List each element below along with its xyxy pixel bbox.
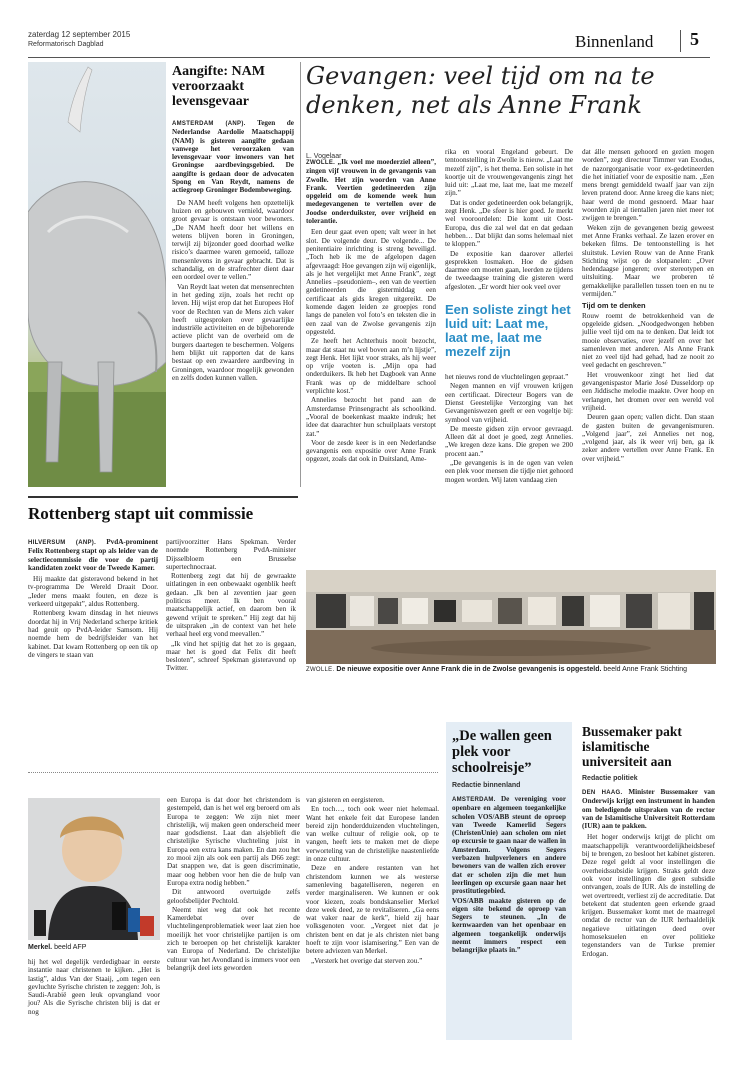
rottenberg-paragraph: Hij maakte dat gisteravond bekend in het tv-programma De Wereld Draait Door. „Ieder mens maakt fouten, en deze is verkeerd uitgepakt”, aldus Rottenberg.	[28, 575, 158, 609]
rottenberg-col-1	[28, 538, 158, 660]
merkel-paragraph: van gisteren en eergisteren.	[306, 796, 385, 804]
anne-frank-paragraph: dat álle mensen gehoord en gezien mogen worden”, zegt directeur Timmer van Exodus, de nazorgorganisatie voor ex-gedetineerden die het initiatief voor de expositie nam. „Een mens brengt gemiddeld twaalf jaar van zijn leven pratend door. Anne kreeg die kans niet; haar werd de mond gesnoerd. Maar haar woorden zijn al tientallen jaren niet meer tot zwijgen te brengen.”	[582, 148, 714, 223]
wallen-dateline: AMSTERDAM.	[452, 797, 496, 803]
issue-date: zaterdag 12 september 2015	[28, 30, 131, 39]
merkel-image	[28, 798, 160, 940]
exhibition-caption	[306, 666, 718, 673]
merkel-paragraph: Dit antwoord overtuigde zelfs geloofsbelijder Pechtold.	[167, 888, 300, 905]
anne-frank-paragraph: Weken zijn de gevangenen bezig geweest met Anne Franks verhaal. Ze lazen erover en bekeken films. De tentoonstelling is het sluitstuk. Levien Rouw van de Anne Frank Stichting wijst op de slotpanelen: „Over hedendaagse jongeren; over stereotypen en uitsluiting. Maar we proberen té gemakkelijke parallellen tussen toen en nu te vermijden.”	[582, 223, 714, 299]
wallen-lead: De vereniging voor openbare en algemeen toegankelijke scholen VOS/ABB steunt de oproep van Tweede Kamerlid Segers (ChristenUnie) aan scholen om niet op excursie te gaan naar de wallen in Amsterdam. Volgens Segers verbazen hulpverleners en andere bewoners van de wallen zich erover dat er scholen zijn die met hun leerlingen op excursie gaan naar het prostitutiegebied.	[452, 795, 567, 896]
anne-frank-col-3	[582, 148, 714, 464]
header-divider	[680, 30, 681, 52]
anne-frank-paragraph: Voor de zesde keer is in een Nederlandse gevangenis een expositie over Anne Frank opgezet, zoals dat ook in Duitsland, Ame-	[306, 438, 436, 464]
nam-paragraph: De NAM heeft volgens hen opzettelijk huizen en gebouwen vernield, waardoor groot gevaar is ontstaan voor bewoners. „De NAM heeft door het willens en wetens blijven boren in Groningen, terwijl zij bijzonder goed doorhad welke risico’s daarmee waren gemoeid, talloze mensenlevens in gevaar gebracht. Dat is schandalig, en de strafrechter dient daar een oordeel over te vellen.”	[172, 198, 294, 282]
anne-frank-paragraph: het nieuws rond de vluchtelingen gepraat.”	[445, 373, 569, 382]
merkel-col-1	[28, 958, 160, 1017]
merkel-caption-credit: beeld AFP	[54, 944, 87, 951]
anne-frank-subhead: Tijd om te denken	[582, 301, 646, 311]
anne-frank-col-2	[445, 148, 573, 485]
wallen-box	[446, 722, 572, 1040]
nam-paragraph: Van Reydt laat weten dat mensenrechten in het geding zijn, zoals het recht op leven. Hij wijst erop dat het Europees Hof voor de Rechten van de Mens zich vaker heeft uitgesproken over gevaarlijke industriële activiteiten en de bijbehorende actieve plicht van de overheid om de burgers daartegen te beschermen. Volgens hem blijkt uit rapporten dat de kans bestaat op een zwaardere aardbeving in Groningen, waardoor mogelijk gewonden en zelfs doden kunnen vallen.	[172, 282, 294, 382]
bussemaker-dateline: DEN HAAG.	[582, 790, 623, 796]
merkel-paragraph: hij het wel degelijk verdedigbaar in eerste instantie naar christenen te kijken. „Het is lastig”, aldus Van der Staaij, „om tegen een gevluchte Syrische christen te zeggen: Joh, is Saudi-Arabië geen leuk opvangland voor jou? Als die Syrische christen blij is dat er nog	[28, 958, 160, 1016]
nam-lead: Tegen de Nederlandse Aardolie Maatschappij (NAM) is gisteren aangifte gedaan vanwege het veroorzaken van levensgevaar voor inwoners van het Groningse aardbevingsgebied. De aangifte is gedaan door de advocaten Spong en Van Reydt, namens de actiegroep Groninger Bodembeweging.	[172, 119, 294, 195]
anne-frank-headline: Gevangen: veel tijd om na te denken, net als Anne Frank	[306, 62, 655, 119]
merkel-caption	[28, 944, 86, 951]
nam-body	[172, 119, 294, 382]
bussemaker-article	[582, 724, 715, 959]
rottenberg-headline: Rottenberg stapt uit commissie	[28, 504, 254, 523]
rottenberg-lead: PvdA-prominent Felix Rottenberg stapt op als leider van de selectiecommissie die voor de partij kandidaten zoekt voor de Tweede Kamer.	[28, 538, 159, 572]
byline-author: L. Vogelaar	[306, 153, 342, 160]
caption-city: ZWOLLE.	[306, 667, 335, 673]
bussemaker-lead: Minister Bussemaker van Onderwijs krijgt een instrument in handen om beledigende uitspraken van de rector van de Islamitische Universiteit Rotterdam (IUR) aan te pakken.	[582, 788, 716, 831]
anne-frank-paragraph: De expositie kan daarover allerlei gesprekken losmaken. Hoe de gidsen daarmee om moeten gaan, leerden ze tijdens de tweedaagse training die gisteren werd afgesloten. „Er wordt hier ook veel over	[445, 249, 573, 291]
anne-frank-paragraph: Annelies bezocht het pand aan de Amsterdamse Prinsengracht als schoolkind. „Vooral de boekenkast maakte indruk; het idee dat daarachter hun schuilplaats verstopt zat.”	[306, 396, 436, 438]
pull-quote: Een soliste zingt het luid uit: Laat me, laat me, laat me mezelf zijn	[445, 302, 571, 360]
anne-frank-paragraph: Ze heeft het Achterhuis nooit bezocht, maar dat staat nu wel boven aan m’n lijstje”, zegt Henk. Het lijkt voor straks, als hij weer op vrije voeten is. „Mijn opa had onderduikers. Ik heb het Dagboek van Anne Frank was op de middelbare school verplichte kost.”	[306, 337, 436, 396]
caption-text: De nieuwe expositie over Anne Frank die in de Zwolse gevangenis is opgesteld.	[336, 666, 602, 673]
anne-frank-dateline: ZWOLLE.	[306, 160, 336, 166]
anne-frank-paragraph: rika en vooral Engeland gebeurt. De tentoonstelling in Zwolle is nieuw. „Laat me mezelf zijn”, is het thema. Een soliste in het koortje uit de vrouwengevangenis zingt het luid uit: „Laat me, laat me, laat me mezelf zijn.”	[445, 148, 573, 198]
anne-frank-paragraph: Een deur gaat even open; valt weer in het slot. De volgende deur. De volgende... De penitentiaire inrichting is streng beveiligd. „Toch heb ik me de afgelopen dagen afgevraagd: Hoe gevangen zijn wij eigenlijk, als je het vergelijkt met Anne Frank”, zegt Annelies –pseudoniem–, een van de veertien gedetineerden die gistermiddag een certificaat als gids kregen uitgereikt. De komende dagen leiden ze groepjes rond langs de panelen vol foto’s en teksten die in een zaal van de Zwolse gevangenis zijn opgesteld.	[306, 228, 436, 336]
section-name: Binnenland	[575, 32, 654, 51]
anne-frank-paragraph: De meeste gidsen zijn ervoor gevraagd. Alleen dát al doet je goed, zegt Annelies. „We kregen deze kans. Die grepen we 200 procent aan.”	[445, 424, 573, 458]
anne-frank-lead: „Ik voel me moederziel alleen”, zingen vijf vrouwen in de gevangenis van Zwolle. Het zijn woorden van Anne Frank. Veertien gedetineerden zijn opgeleid om de komende week hun medegevangenen te vertellen over de Joodse onderduikster, over vrijheid en tolerantie.	[306, 158, 437, 226]
anne-frank-paragraph: „De gevangenis is in de ogen van velen een plek voor mensen die tijdje niet gehoord mogen worden. Wij laten vandaag zien	[445, 459, 573, 484]
sculpture-photo	[28, 62, 166, 487]
exhibition-photo	[306, 570, 716, 664]
wallen-body	[452, 795, 566, 955]
merkel-paragraph: een Europa is dat door het christendom is gestempeld, dan is het wel erg beroerd om als Europa te zeggen: We zijn niet meer christelijk, wij maken geen onderscheid meer naar godsdienst. Laat dan alsjeblieft die christelijke Syrische vluchteling juist in Europa een extra kans maken. En dan zou het zo mooi zijn als ook een partij als D66 zegt: Dat snappen we, dat is geen discriminatie, maar oog hebben voor hen die de hulp van Europa extra nodig hebben.”	[167, 796, 300, 887]
merkel-paragraph: Deze en andere restanten van het christendom kunnen we als westerse samenleving bagatelliseren, negeren en verder marginaliseren. We kunnen er ook voor kiezen, zoals bondskanselier Merkel deze week deed, ze te revitaliseren. „Ga eens wat vaker naar de kerk”, hield zij haar volksgenoten voor. „Vergeet niet dat je christen bent en dat je als christen niet bang hoeft te zijn voor islamisering.” Een van de betere adviezen van Merkel.	[306, 864, 439, 956]
merkel-col-2	[167, 796, 300, 973]
rottenberg-paragraph: partijvoorzitter Hans Spekman. Verder noemde Rottenberg PvdA-minister Dijsselbloem een Brusselse supertechnocraat.	[166, 538, 296, 571]
bussemaker-body	[582, 788, 715, 958]
newspaper-name: Reformatorisch Dagblad	[28, 41, 104, 48]
anne-frank-paragraph: Het vrouwenkoor zingt het lied dat gevangenispastor Marie José Dusseldorp op een Jiddische melodie maakte. Over hoop en verlangen, het dromen over een wereld vol vrijheid.	[582, 370, 714, 412]
rottenberg-paragraph: „Ik vind het spijtig dat het zo is gegaan, maar het is goed dat Felix dit heeft besloten”, schreef Spekman gisteravond op Twitter.	[166, 639, 296, 673]
sculpture-image	[28, 62, 166, 487]
anne-frank-paragraph: Negen mannen en vijf vrouwen krijgen een certificaat. Directeur Bogers van de Dienst Geestelijke Verzorging van het Gevangeniswezen geeft er een vogeltje bij: symbool van vrijheid.	[445, 382, 573, 424]
nam-headline: Aangifte: NAM veroorzaakt levensgevaar	[172, 64, 265, 109]
rottenberg-col-2	[166, 538, 296, 674]
anne-frank-paragraph: Dat is onder gedetineerden ook belangrijk, zegt Henk. „De sfeer is hier goed. Je merkt wel vooroordelen: Die komt uit Oost-Europa, dus die zal wel dat en dat gedaan hebben… Dat blijkt dan soms helemaal niet te kloppen.”	[445, 198, 573, 249]
anne-frank-paragraph: Rouw roemt de betrokkenheid van de opgeleide gidsen. „Noodgedwongen hebben jullie veel tijd om na te denken. Dat leidt tot mooie observaties, over jezelf en over het samenleven met anderen. Als Anne Frank niet zo veel tijd had gehad, had ze nooit zo veel gedacht en geschreven.”	[582, 311, 714, 370]
bussemaker-byline: Redactie politiek	[582, 775, 638, 782]
rottenberg-paragraph: Rottenberg kwam dinsdag in het nieuws doordat hij in Vrij Nederland scherpe kritiek had geuit op PvdA-leider Samsom. Hij noemde hem de bedrijfsleider van het kabinet. Dat kwam Rottenberg op een tik op de vingers te staan van	[28, 609, 158, 659]
nam-article	[172, 64, 294, 383]
merkel-col-3	[306, 796, 439, 966]
anne-frank-paragraph: Deuren gaan open; vallen dicht. Dan staan de gasten buiten de gevangenismuren. „Volgend jaar”, zei Annelies net nog, „volgend jaar, als ik weer vrij ben, ga ik zeker andere vertellen over Anne Frank. En over vrijheid.”	[582, 413, 714, 463]
merkel-paragraph: Neemt niet weg dat ook het recente Kamerdebat over de vluchtelingenproblematiek weer laat zien hoe moeilijk het voor christelijke partijen is om zich te beroepen op het christelijk karakter van Europa of Nederland. De christelijke cultuur van het Avondland is immers voor een belangrijk deel iets geworden	[167, 905, 300, 972]
rottenberg-dateline: HILVERSUM (ANP).	[28, 540, 97, 546]
section-dotted-rule	[28, 772, 438, 773]
exhibition-image	[306, 570, 716, 664]
merkel-paragraph: „Versterk het overige dat sterven zou.”	[311, 956, 423, 965]
page-number: 5	[690, 29, 699, 49]
bussemaker-headline: Bussemaker pakt islamitische universiteit aan	[582, 724, 682, 769]
merkel-photo	[28, 798, 160, 940]
column-divider	[300, 62, 301, 487]
merkel-caption-name: Merkel.	[28, 944, 53, 951]
wallen-byline: Redactie binnenland	[452, 782, 521, 789]
wallen-headline: „De wallen geen plek voor schoolreisje”	[452, 728, 552, 776]
wallen-lead-2: VOS/ABB maakte gisteren op de eigen site bekend de oproep van Segers te steunen. „In de kernwaarden van het openbaar en algemeen toegankelijk onderwijs neemt immers respect een belangrijke plaats in.”	[452, 896, 566, 955]
merkel-paragraph: En toch…, toch ook weer niet helemaal. Want het enkele feit dat Europese landen bereid zijn honderdduizenden vluchtelingen, van welke cultuur of religie ook, op te vangen, heeft iets te maken met de diepe verworteling van de christelijke naastenliefde in onze cultuur.	[306, 805, 439, 864]
rottenberg-top-rule	[28, 496, 298, 498]
anne-frank-col-1	[306, 158, 436, 465]
header-rule	[28, 57, 710, 58]
nam-dateline: AMSTERDAM (ANP).	[172, 121, 246, 127]
bussemaker-paragraph: Het hoger onderwijs krijgt de plicht om maatschappelijk verantwoordelijkheidsbesef bij te brengen, zo besloot het kabinet gisteren. Deze regel geldt al voor instellingen die overheidssubsidie krijgen. Straks geldt deze ook voor instellingen die geen subsidie ontvangen, zoals de IUR. Als de instelling de wet overtreedt, verliest zij de accreditatie. Dat betekent dat studenten geen erkende graad krijgen. Bussemaker komt met de maatregel omdat de rector van de IUR herhaaldelijk negatieve uitlatingen deed over homoseksuelen en over politieke tegenstanders van de Turkse premier Erdogan.	[582, 833, 715, 958]
rottenberg-paragraph: Rottenberg zegt dat hij de gewraakte uitlatingen in een onbewaakt ogenblik heeft gedaan. „Ik ben al zeventien jaar geen politicus meer. Ik ben vooral maatschappelijk actief, en daarom ben ik gewend vrijuit te spreken.” Hij zegt dat hij de uitspraken „in de context van het hele verhaal heel erg vond meevallen.”	[166, 572, 296, 639]
caption-credit: beeld Anne Frank Stichting	[603, 666, 688, 673]
